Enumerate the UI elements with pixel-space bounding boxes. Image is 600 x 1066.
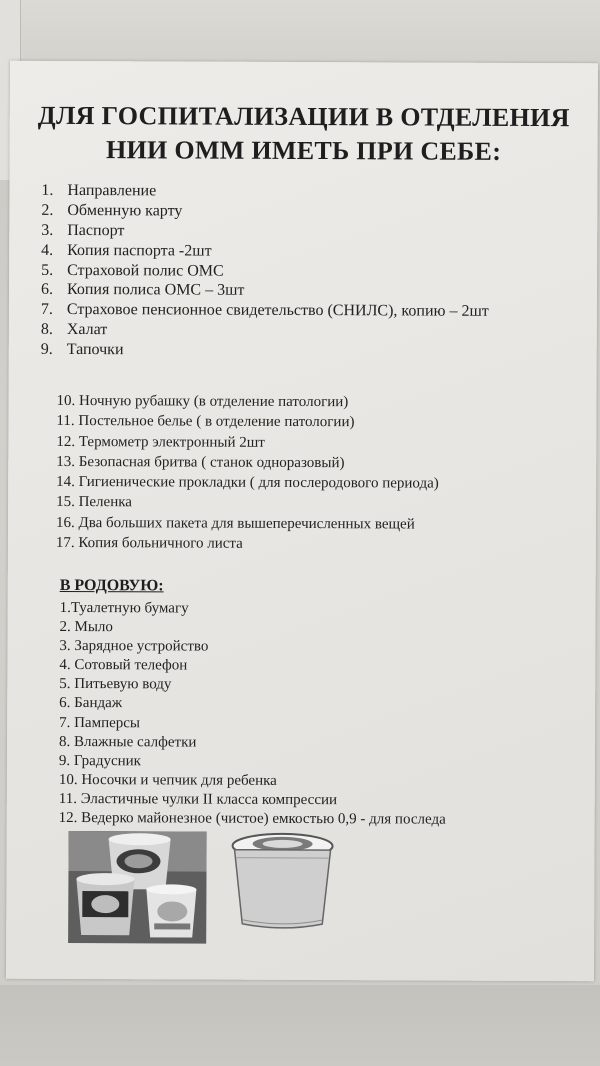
item-text: Халат	[66, 321, 108, 339]
item-number: 2.	[41, 201, 54, 219]
item-number: 7.	[40, 301, 53, 319]
item-number: 3.	[41, 221, 54, 239]
item-number: 6.	[40, 281, 54, 299]
list-item	[41, 201, 591, 223]
list-item: 2. Мыло	[59, 619, 113, 636]
list-item: 13. Безопасная бритва ( станок одноразовый)	[56, 453, 345, 472]
item-text: Обменную карту	[67, 201, 183, 220]
item-number: 8.	[40, 321, 53, 339]
item-text: Направление	[67, 181, 157, 200]
list-item: 10. Ночную рубашку (в отделение патологии)	[56, 392, 349, 411]
item-text: Страховое пенсионное свидетельство (СНИЛС), копию – 2шт	[66, 301, 489, 321]
list-item: 14. Гигиенические прокладки ( для послеродового периода)	[56, 474, 439, 492]
list-item: 9. Градусник	[58, 752, 142, 770]
single-bucket-photo	[224, 832, 340, 933]
wall-background-bottom	[0, 985, 600, 1066]
item-text: Копия паспорта -2шт	[67, 241, 212, 260]
list-item: 10. Носочки и чепчик для ребенка	[58, 771, 277, 789]
item-text: Копия полиса ОМС – 3шт	[66, 281, 245, 300]
list-item	[41, 280, 591, 302]
notice-title-line-1: ДЛЯ ГОСПИТАЛИЗАЦИИ В ОТДЕЛЕНИЯ	[37, 100, 570, 133]
item-number: 5.	[41, 261, 54, 279]
list-item: 15. Пеленка	[56, 494, 133, 511]
list-item: 5. Питьевую воду	[59, 676, 172, 693]
item-text: Тапочки	[66, 341, 124, 359]
item-number: 1.	[41, 181, 54, 199]
list-item	[41, 260, 591, 282]
item-text: Страховой полис ОМС	[67, 261, 224, 280]
list-item: 3. Зарядное устройство	[59, 638, 209, 655]
wall-background-top	[0, 0, 600, 70]
notice-sheet	[6, 61, 598, 982]
list-item: 11. Постельное белье ( в отделение патологии)	[56, 413, 355, 431]
mayonnaise-buckets-photo	[68, 831, 206, 944]
item-number: 4.	[41, 241, 54, 259]
list-item: 6. Бандаж	[59, 695, 123, 712]
list-item	[41, 241, 591, 263]
list-item: 17. Копия больничного листа	[55, 535, 243, 552]
list-item: 16. Два больших пакета для вышеперечисленных вещей	[55, 514, 415, 533]
list-item: 1.Туалетную бумагу	[59, 599, 189, 617]
list-item: 4. Сотовый телефон	[59, 657, 188, 674]
list-item	[41, 300, 591, 322]
list-item: 8. Влажные салфетки	[59, 733, 197, 751]
list-item: 12. Термометр электронный 2шт	[56, 433, 265, 451]
list-item	[41, 320, 591, 342]
list-part-1	[41, 181, 592, 362]
list-delivery-room	[59, 599, 590, 830]
list-item	[41, 340, 591, 362]
item-number: 9.	[40, 340, 53, 359]
section-title-delivery-room: В РОДОВУЮ:	[59, 576, 164, 595]
list-item: 12. Ведерко майонезное (чистое) емкостью 0,9 - для последа	[58, 809, 446, 828]
list-part-2	[56, 391, 597, 556]
item-text: Паспорт	[67, 221, 125, 240]
list-item	[41, 221, 591, 243]
list-item: 11. Эластичные чулки II класса компрессии	[58, 790, 338, 809]
notice-title-line-2: НИИ ОММ ИМЕТЬ ПРИ СЕБЕ:	[105, 135, 502, 166]
list-item: 7. Памперсы	[59, 714, 141, 731]
list-item	[41, 181, 591, 203]
